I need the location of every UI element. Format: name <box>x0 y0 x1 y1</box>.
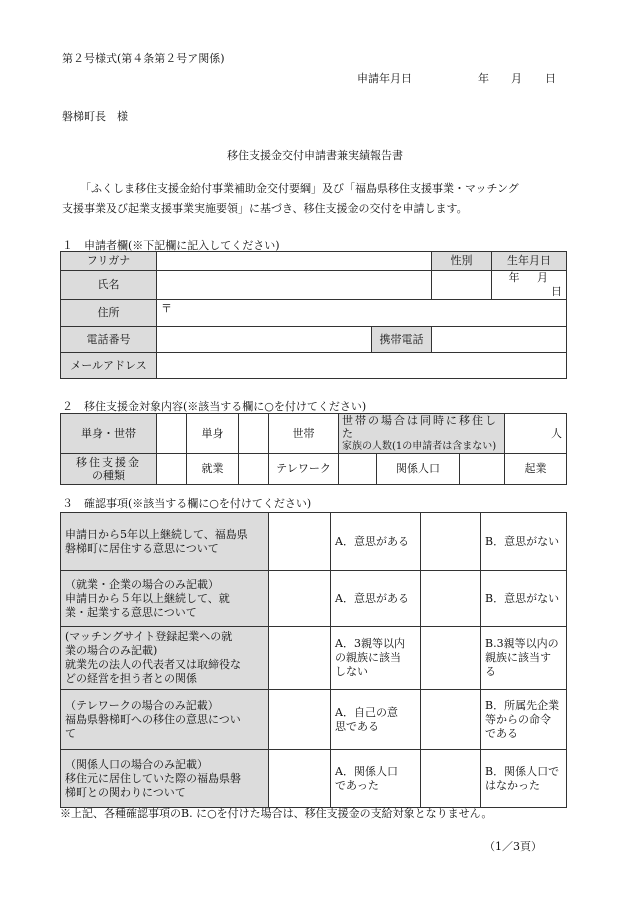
furigana-label: フリガナ <box>61 252 157 271</box>
answer-a-line: A．意思がある <box>335 534 409 548</box>
answer-b-line: である <box>485 726 518 740</box>
confirmation-question <box>61 627 269 690</box>
page-number: （1／3頁） <box>484 840 542 853</box>
section3-heading: ３ 確認事項(※該当する欄に○を付けてください) <box>62 497 312 510</box>
intro-line-2: 支援事業及び起業支援事業実施要領」に基づき、移住支援金の交付を申請します。 <box>62 202 468 215</box>
single-option[interactable]: 単身 <box>187 414 239 454</box>
target-table <box>60 413 567 485</box>
related-population-option[interactable]: 関係人口 <box>377 454 460 485</box>
single-household-field[interactable] <box>157 414 187 454</box>
question-line: て <box>65 726 76 740</box>
question-line: 磐梯町に居住する意思について <box>65 541 219 555</box>
related-mark-field[interactable] <box>339 454 377 485</box>
answer-a-line: の親族に該当 <box>335 651 401 664</box>
answer-b-mark[interactable] <box>421 750 481 808</box>
birthdate-label: 生年月日 <box>492 252 567 271</box>
question-line: 業・起業する意思について <box>65 605 197 619</box>
answer-b-mark[interactable] <box>421 571 481 627</box>
household-option[interactable]: 世帯 <box>269 414 339 454</box>
startup-option[interactable]: 起業 <box>505 454 567 485</box>
employment-option[interactable]: 就業 <box>187 454 239 485</box>
answer-a-line: であった <box>335 778 379 792</box>
answer-b-line: B．関係人口で <box>485 764 560 778</box>
sex-field[interactable] <box>432 271 492 300</box>
answer-a-text <box>331 690 421 750</box>
answer-b-mark[interactable] <box>421 627 481 690</box>
address-field[interactable] <box>157 300 567 327</box>
confirmation-question <box>61 571 269 627</box>
support-type-line1: 移住支援金 <box>76 456 141 469</box>
answer-a-text <box>331 750 421 808</box>
answer-a-text <box>331 571 421 627</box>
confirmation-table <box>60 512 567 808</box>
section2-heading: ２ 移住支援金対象内容(※該当する欄に○を付けてください) <box>62 400 367 413</box>
answer-a-line: A．関係人口 <box>335 764 398 778</box>
confirmation-question <box>61 690 269 750</box>
sex-label: 性別 <box>432 252 492 271</box>
question-line: 就業先の法人の代表者又は取締役な <box>65 658 241 671</box>
answer-b-line: B.3親等以内の <box>485 637 559 650</box>
question-line: （テレワークの場合のみ記載） <box>65 698 219 712</box>
answer-b-line: 親族に該当す <box>485 651 551 664</box>
intro-line-1: 「ふくしま移住支援金給付事業補助金交付要綱」及び「福島県移住支援事業・マッチング <box>80 182 519 195</box>
address-label: 住所 <box>61 300 157 327</box>
support-type-label <box>61 454 157 485</box>
name-label: 氏名 <box>61 271 157 300</box>
email-field[interactable] <box>157 353 567 379</box>
document-title: 移住支援金交付申請書兼実績報告書 <box>227 149 403 162</box>
answer-b-line: る <box>485 665 496 678</box>
applicant-table <box>60 251 567 379</box>
support-type-line2: の種類 <box>92 469 125 482</box>
telework-option[interactable]: テレワーク <box>269 454 339 485</box>
answer-a-mark[interactable] <box>269 627 331 690</box>
startup-mark-field[interactable] <box>460 454 505 485</box>
household-note-line1: 世帯の場合は同時に移住した <box>342 414 498 440</box>
question-line: （関係人口の場合のみ記載） <box>65 757 208 771</box>
confirmation-row <box>61 627 567 690</box>
answer-b-line: B．所属先企業 <box>485 698 560 712</box>
question-line: 福島県磐梯町への移住の意思につい <box>65 712 241 726</box>
question-line: 申請日から5年以上継続して、福島県 <box>65 527 248 541</box>
form-number: 第２号様式(第４条第２号ア関係) <box>62 52 225 65</box>
answer-a-mark[interactable] <box>269 690 331 750</box>
email-label: メールアドレス <box>61 353 157 379</box>
confirmation-question <box>61 750 269 808</box>
addressee: 磐梯町長 様 <box>62 110 128 123</box>
name-field[interactable] <box>157 271 432 300</box>
answer-a-line: 思である <box>335 719 379 733</box>
question-line: 業の場合のみ記載) <box>65 644 158 657</box>
phone-label: 電話番号 <box>61 327 157 353</box>
birth-year: 年 <box>508 271 520 284</box>
answer-a-line: A．意思がある <box>335 591 409 605</box>
employment-mark-field[interactable] <box>157 454 187 485</box>
telework-mark-field[interactable] <box>239 454 269 485</box>
furigana-field[interactable] <box>157 252 432 271</box>
confirmation-row <box>61 571 567 627</box>
mobile-field[interactable] <box>432 327 567 353</box>
confirmation-question <box>61 513 269 571</box>
answer-a-mark[interactable] <box>269 513 331 571</box>
footnote: ※上記、各種確認事項のB. に○を付けた場合は、移住支援金の支給対象となりません。 <box>60 807 493 820</box>
answer-b-text <box>481 513 567 571</box>
answer-a-text <box>331 627 421 690</box>
single-mark-field[interactable] <box>239 414 269 454</box>
birth-month: 月 <box>537 271 548 284</box>
question-line: 移住元に居住していた際の福島県磐 <box>65 771 241 785</box>
answer-b-line: 等からの命令 <box>485 712 551 726</box>
mobile-label: 携帯電話 <box>372 327 432 353</box>
single-household-label: 単身・世帯 <box>61 414 157 454</box>
question-line: どの経営を担う者との関係 <box>65 672 197 685</box>
answer-b-mark[interactable] <box>421 513 481 571</box>
persons-unit: 人 <box>551 426 563 440</box>
birthdate-field[interactable] <box>492 271 567 300</box>
answer-b-line: B．意思がない <box>485 534 560 548</box>
household-note <box>339 414 505 454</box>
answer-a-line: しない <box>335 665 368 678</box>
answer-a-line: A．3親等以内 <box>335 637 405 650</box>
persons-field[interactable] <box>505 414 567 454</box>
answer-b-line: B．意思がない <box>485 591 560 605</box>
confirmation-row <box>61 750 567 808</box>
question-line: 申請日から５年以上継続して、就 <box>65 591 230 605</box>
answer-b-text <box>481 627 567 690</box>
birth-day: 日 <box>551 285 562 298</box>
confirmation-row <box>61 513 567 571</box>
answer-a-text <box>331 513 421 571</box>
confirmation-row <box>61 690 567 750</box>
household-note-line2: 家族の人数(1の申請者は含まない) <box>342 441 497 452</box>
postal-mark: 〒 <box>161 302 172 315</box>
answer-a-mark[interactable] <box>269 571 331 627</box>
phone-field[interactable] <box>157 327 372 353</box>
application-date-year: 年 <box>478 72 489 85</box>
answer-b-text <box>481 750 567 808</box>
application-date-day: 日 <box>545 72 556 85</box>
question-line: (マッチングサイト登録起業への就 <box>65 630 233 643</box>
answer-b-text <box>481 571 567 627</box>
answer-b-line: はなかった <box>485 778 540 792</box>
section1-heading: １ 申請者欄(※下記欄に記入してください) <box>62 239 280 252</box>
answer-b-mark[interactable] <box>421 690 481 750</box>
question-line: （就業・企業の場合のみ記載） <box>65 577 219 591</box>
answer-a-line: A．自己の意 <box>335 705 398 719</box>
application-date-month: 月 <box>511 72 522 85</box>
answer-a-mark[interactable] <box>269 750 331 808</box>
application-date-label: 申請年月日 <box>357 72 412 85</box>
question-line: 梯町との関わりについて <box>65 785 186 799</box>
answer-b-text <box>481 690 567 750</box>
